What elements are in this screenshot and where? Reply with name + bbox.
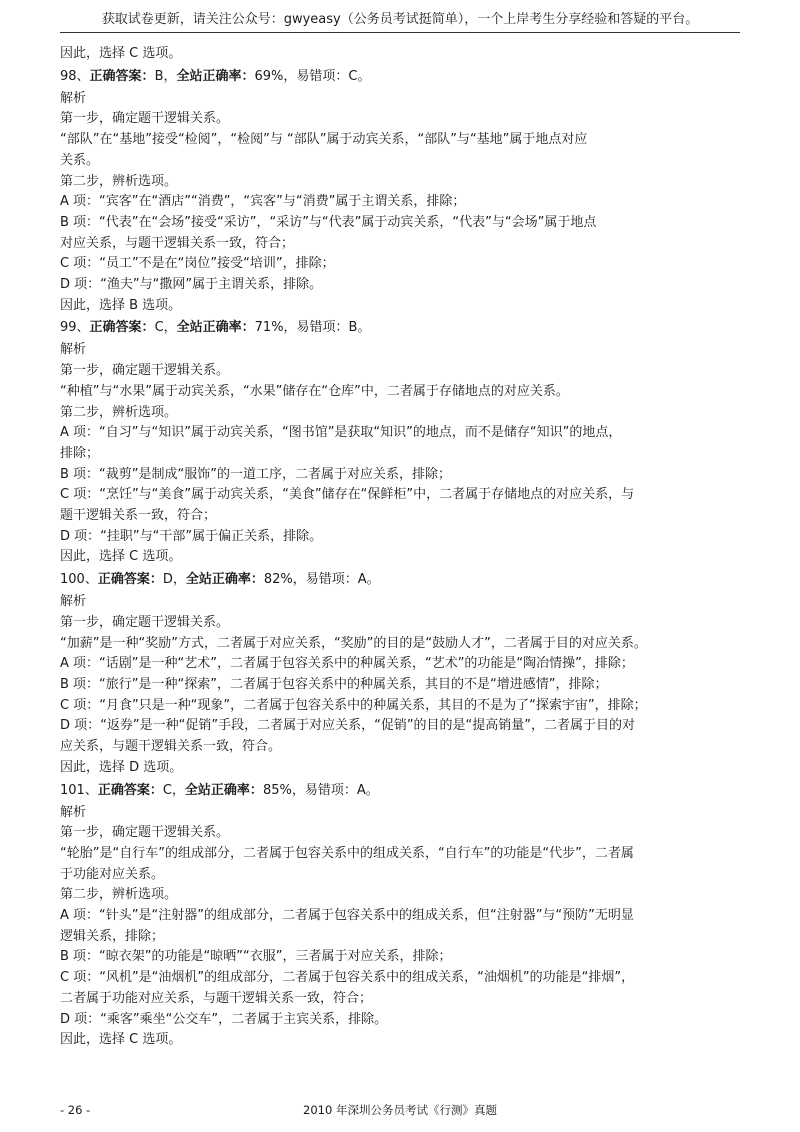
text-line: C 项：“员工”不是在“岗位”接受“培训”，排除；	[60, 256, 335, 272]
text-line: 于功能对应关系。	[60, 866, 165, 882]
answer-value: C，	[154, 320, 177, 336]
answer-value: 98、	[60, 68, 90, 84]
text-line: B 项：“裁剪”是制成“服饰”的一道工序，二者属于对应关系，排除；	[60, 466, 451, 482]
text-line: 解析	[60, 90, 87, 106]
text-line: C 项：“烹饪”与“美食”属于动宾关系，“美食”储存在“保鲜柜”中，二者属于存储地点的对应关系，与	[60, 487, 635, 503]
text-line: “部队”在“基地”接受“检阅”，“检阅”与 “部队”属于动宾关系，“部队”与“基地”属于地点对应	[60, 132, 588, 148]
page-header	[60, 10, 740, 33]
answer-value: 71%，易错项：B。	[254, 320, 371, 336]
text-line: C 项：“月食”只是一种“现象”，二者属于包容关系中的种属关系，其目的不是为了“探索宇宙”，排除；	[60, 697, 647, 713]
text-line: 解析	[60, 342, 87, 358]
text-line: 题干逻辑关系一致，符合；	[60, 508, 217, 524]
text-line: D 项：“渔夫”与“撒网”属于主谓关系，排除。	[60, 277, 323, 293]
text-line: 第二步，辨析选项。	[60, 173, 178, 189]
text-line: A 项：“宾客”在“酒店”“消费”，“宾客”与“消费”属于主谓关系，排除；	[60, 194, 466, 210]
text-line: 因此，选择 C 选项。	[60, 549, 182, 565]
answer-value: B，	[154, 68, 177, 84]
text-line: 解析	[60, 804, 87, 820]
question-answer-line	[60, 779, 760, 803]
text-line: A 项：“话剧”是一种“艺术”，二者属于包容关系中的种属关系，“艺术”的功能是“陶冶情操”，排除；	[60, 656, 634, 672]
text-line: 因此，选择 D 选项。	[60, 759, 183, 775]
text-line: “种植”与“水果”属于动宾关系，“水果”储存在“仓库”中，二者属于存储地点的对应关系。	[60, 383, 569, 399]
answer-value: 69%，易错项：C。	[254, 68, 371, 84]
text-line: D 项：“乘客”乘坐“公交车”，二者属于主宾关系，排除。	[60, 1011, 388, 1027]
text-line: 第一步，确定题干逻辑关系。	[60, 614, 230, 630]
text-line: D 项：“挂职”与“干部”属于偏正关系，排除。	[60, 528, 323, 544]
text-line: B 项：“晾衣架”的功能是“晾晒”“衣服”，三者属于对应关系，排除；	[60, 949, 452, 965]
text-line: 因此，选择 C 选项。	[60, 46, 182, 61]
footer-title: 2010 年深圳公务员考试《行测》真题	[303, 1103, 497, 1117]
text-line: “轮胎”是“自行车”的组成部分，二者属于包容关系中的组成关系，“自行车”的功能是“代步”，二者属	[60, 845, 634, 861]
answer-label: 正确答案：	[89, 320, 155, 336]
text-line: A 项：“自习”与“知识”属于动宾关系，“图书馆”是获取“知识”的地点，而不是储存“知识”的地点，	[60, 425, 622, 441]
answer-value: 82%，易错项：A。	[263, 572, 380, 588]
text-line: 应关系，与题干逻辑关系一致，符合。	[60, 739, 282, 755]
answer-explanations	[60, 44, 760, 1051]
answer-label: 正确答案：	[97, 782, 163, 798]
answer-label: 全站正确率：	[185, 572, 264, 588]
answer-label: 正确答案：	[97, 572, 163, 588]
text-line: B 项：“代表”在“会场”接受“采访”，“采访”与“代表”属于动宾关系，“代表”与“会场”属于地点	[60, 214, 597, 230]
text-line: 对应关系，与题干逻辑关系一致，符合；	[60, 235, 295, 251]
text-line: 因此，选择 C 选项。	[60, 1032, 182, 1048]
question-answer-line	[60, 568, 760, 592]
answer-label: 正确答案：	[89, 68, 155, 84]
answer-value: D，	[162, 572, 186, 588]
text-line: 第二步，辨析选项。	[60, 404, 178, 420]
question-answer-line	[60, 316, 760, 340]
text-line: “加薪”是一种“奖励”方式，二者属于对应关系，“奖励”的目的是“鼓励人才”，二者属于目的对应关系。	[60, 635, 647, 651]
answer-label: 全站正确率：	[184, 782, 263, 798]
answer-value: C，	[162, 782, 185, 798]
answer-value: 101、	[60, 782, 98, 798]
text-line: C 项：“风机”是“油烟机”的组成部分，二者属于包容关系中的组成关系，“油烟机”的功能是“排烟”，	[60, 970, 635, 986]
text-line: 解析	[60, 594, 87, 610]
text-line: 逻辑关系，排除；	[60, 928, 165, 944]
answer-label: 全站正确率：	[176, 320, 255, 336]
answer-label: 全站正确率：	[176, 68, 255, 84]
text-line: 第一步，确定题干逻辑关系。	[60, 363, 230, 379]
question-answer-line	[60, 65, 760, 89]
text-line: 二者属于功能对应关系，与题干逻辑关系一致，符合；	[60, 990, 373, 1006]
page-number: - 26 -	[60, 1103, 91, 1117]
text-line: A 项：“针头”是“注射器”的组成部分，二者属于包容关系中的组成关系，但“注射器”与“预防”无明显	[60, 908, 634, 924]
answer-value: 99、	[60, 320, 90, 336]
text-line: B 项：“旅行”是一种“探索”，二者属于包容关系中的种属关系，其目的不是“增进感情”，排除；	[60, 676, 608, 692]
text-line: 第一步，确定题干逻辑关系。	[60, 825, 230, 841]
text-line: 因此，选择 B 选项。	[60, 297, 182, 313]
text-line: 关系。	[60, 152, 100, 168]
text-line: 排除；	[60, 445, 100, 461]
header-text: 获取试卷更新，请关注公众号：gwyeasy（公务员考试挺简单），一个上岸考生分享经验和答疑的平台。	[101, 12, 699, 27]
text-line: 第一步，确定题干逻辑关系。	[60, 111, 230, 127]
text-line: D 项：“返券”是一种“促销”手段，二者属于对应关系，“促销”的目的是“提高销量”，二者属于目的对	[60, 718, 636, 734]
answer-value: 85%，易错项：A。	[262, 782, 379, 798]
answer-value: 100、	[60, 572, 98, 588]
text-line: 第二步，辨析选项。	[60, 887, 178, 903]
